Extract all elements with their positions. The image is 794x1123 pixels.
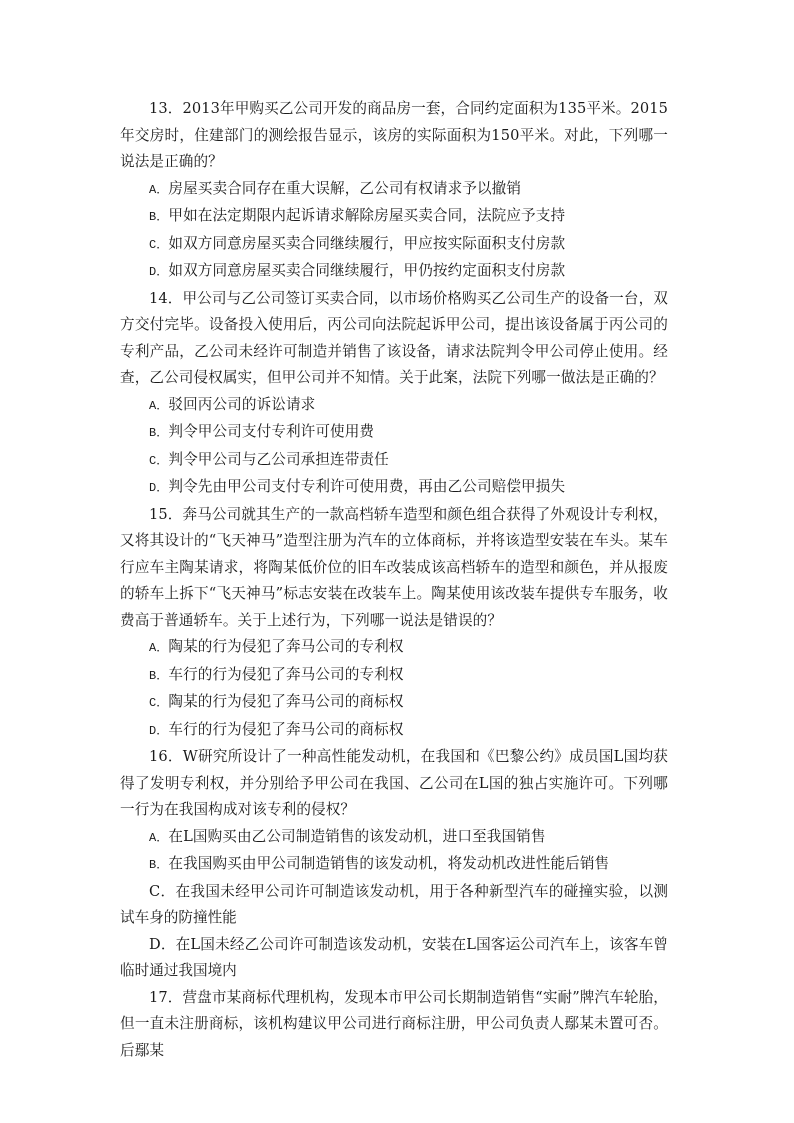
- question-13: [120, 96, 668, 286]
- option-text: 如双方同意房屋买卖合同继续履行，甲应按实际面积支付房款: [168, 234, 566, 252]
- question-stem: 13．2013年甲购买乙公司开发的商品房一套，合同约定面积为135平米。2015年交房时，住建部门的测绘报告显示，该房的实际面积为150平米。对此，下列哪一说法是正确的？: [120, 100, 668, 170]
- option-letter: B．: [149, 426, 169, 440]
- option-d: [120, 474, 668, 502]
- option-text: 陶某的行为侵犯了奔马公司的商标权: [168, 693, 404, 710]
- option-letter: B．: [149, 210, 169, 224]
- option-text: 在L国未经乙公司许可制造该发动机，安装在L国客运公司汽车上，该客车曾临时通过我国境内: [120, 935, 668, 979]
- question-16: [120, 744, 668, 985]
- option-a: [120, 392, 668, 420]
- option-letter: A．: [149, 641, 169, 655]
- option-letter: C．: [149, 882, 176, 900]
- option-text: 陶某的行为侵犯了奔马公司的专利权: [168, 638, 404, 655]
- option-c: [120, 879, 668, 932]
- option-b: [120, 419, 668, 447]
- option-letter: D．: [149, 481, 169, 495]
- option-d: [120, 717, 668, 745]
- option-text: 如双方同意房屋买卖合同继续履行，甲仍按约定面积支付房款: [168, 262, 566, 279]
- option-text: 车行的行为侵犯了奔马公司的商标权: [168, 720, 404, 738]
- option-c: [120, 689, 668, 717]
- option-c: [120, 447, 668, 475]
- question-14: [120, 286, 668, 502]
- option-text: 在L国购买由乙公司制造销售的该发动机，进口至我国销售: [168, 827, 546, 845]
- option-letter: A．: [149, 398, 169, 413]
- question-15: [120, 502, 668, 745]
- option-text: 判令先由甲公司支付专利许可使用费，再由乙公司赔偿甲损失: [168, 478, 566, 495]
- option-b: [120, 851, 668, 879]
- option-b: [120, 662, 668, 690]
- option-letter: D．: [149, 723, 169, 738]
- option-letter: A．: [149, 830, 169, 845]
- document-page: [120, 96, 668, 1064]
- option-letter: B．: [149, 858, 169, 872]
- option-d: [120, 932, 668, 985]
- option-text: 在我国未经甲公司许可制造该发动机，用于各种新型汽车的碰撞实验，以测试车身的防撞性能: [120, 882, 668, 926]
- option-letter: C．: [149, 453, 169, 468]
- option-a: [120, 824, 668, 852]
- option-letter: D．: [149, 935, 176, 953]
- option-b: [120, 203, 668, 231]
- option-text: 在我国购买由甲公司制造销售的该发动机，将发动机改进性能后销售: [168, 855, 610, 872]
- question-stem: 16．W研究所设计了一种高性能发动机，在我国和《巴黎公约》成员国L国均获得了发明专利权，并分别给予甲公司在我国、乙公司在L国的独占实施许可。下列哪一行为在我国构成对该专利的侵权？: [120, 748, 668, 818]
- option-d: [120, 258, 668, 286]
- question-stem: 15．奔马公司就其生产的一款高档轿车造型和颜色组合获得了外观设计专利权，又将其设计的“飞天神马”造型注册为汽车的立体商标，并将该造型安装在车头。某车行应车主陶某请求，将陶某低价位的旧车改装成该高档轿车的造型和颜色，并从报废的轿车上拆下“飞天神马”标志安装在改装车上。陶某使用该改装车提供专车服务，收费高于普通轿车。关于上述行为，下列哪一说法是错误的？: [120, 505, 668, 629]
- option-text: 车行的行为侵犯了奔马公司的专利权: [168, 665, 404, 683]
- option-c: [120, 231, 668, 259]
- option-letter: A．: [149, 182, 169, 197]
- option-text: 判令甲公司支付专利许可使用费: [168, 423, 375, 440]
- option-a: [120, 634, 668, 662]
- option-text: 判令甲公司与乙公司承担连带责任: [168, 450, 389, 468]
- option-letter: D．: [149, 265, 169, 279]
- option-letter: C．: [149, 696, 169, 710]
- option-text: 甲如在法定期限内起诉请求解除房屋买卖合同，法院应予支持: [168, 207, 566, 224]
- option-text: 驳回丙公司的诉讼请求: [168, 395, 316, 413]
- option-letter: C．: [149, 237, 169, 252]
- question-17: [120, 985, 668, 1065]
- option-letter: B．: [149, 668, 169, 683]
- question-stem: 17．营盘市某商标代理机构，发现本市甲公司长期制造销售“实耐”牌汽车轮胎，但一直未注册商标，该机构建议甲公司进行商标注册，甲公司负责人鄢某未置可否。后鄢某: [120, 988, 668, 1059]
- question-stem: 14．甲公司与乙公司签订买卖合同，以市场价格购买乙公司生产的设备一台，双方交付完毕。设备投入使用后，丙公司向法院起诉甲公司，提出该设备属于丙公司的专利产品，乙公司未经许可制造并销售了该设备，请求法院判令甲公司停止使用。经查，乙公司侵权属实，但甲公司并不知情。关于此案，法院下列哪一做法是正确的？: [120, 289, 668, 386]
- option-a: [120, 176, 668, 204]
- option-text: 房屋买卖合同存在重大误解，乙公司有权请求予以撤销: [168, 179, 522, 197]
